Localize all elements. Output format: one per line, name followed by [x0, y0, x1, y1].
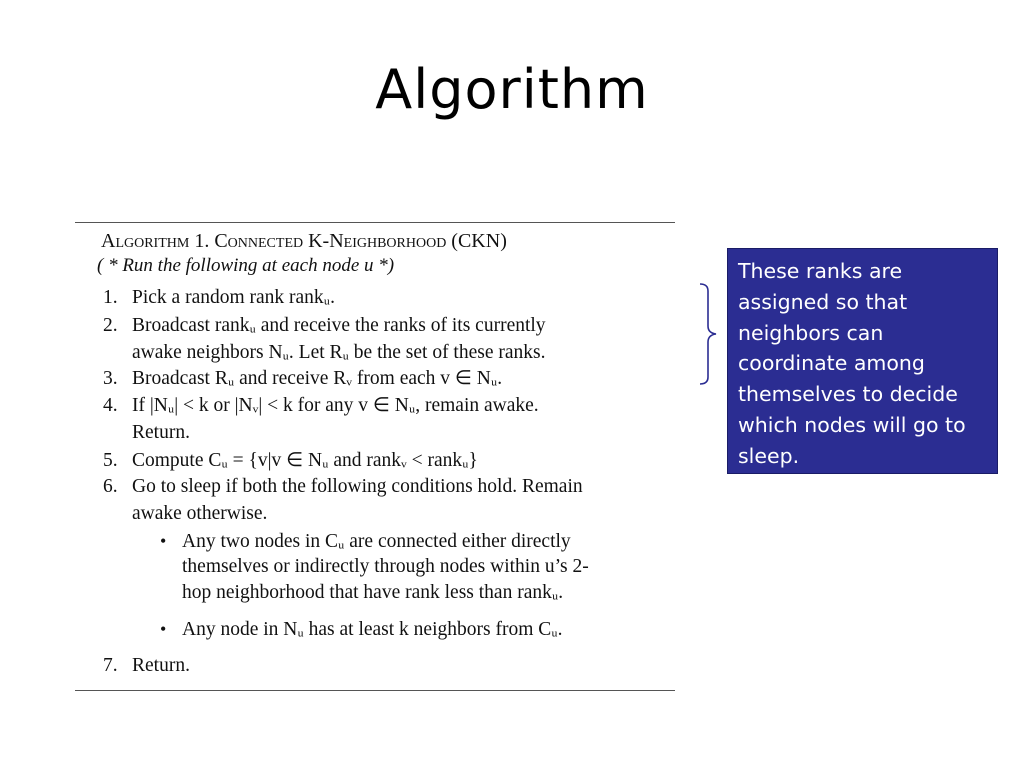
- step-6-line-2: awake otherwise.: [132, 503, 268, 524]
- slide-title: Algorithm: [375, 58, 649, 121]
- step-4-line-1: If |Nᵤ| < k or |Nᵥ| < k for any v ∈ Nᵤ, remain awake.: [132, 395, 539, 416]
- step-2-line-2: awake neighbors Nᵤ. Let Rᵤ be the set of these ranks.: [132, 342, 546, 363]
- step-number: 5.: [103, 450, 118, 471]
- step-2-line-1: Broadcast rankᵤ and receive the ranks of its currently: [132, 315, 546, 336]
- step-number: 1.: [103, 287, 118, 308]
- bullet-1-line-2: themselves or indirectly through nodes within u’s 2-: [182, 556, 589, 577]
- curly-brace-icon: [698, 283, 720, 385]
- bullet-1-line-1: Any two nodes in Cᵤ are connected either directly: [182, 531, 571, 552]
- step-7-line-1: Return.: [132, 655, 190, 676]
- bullet-2-line-1: Any node in Nᵤ has at least k neighbors from Cᵤ.: [182, 619, 563, 640]
- step-number: 3.: [103, 368, 118, 389]
- algorithm-box: [75, 222, 675, 691]
- bullet-dot: •: [160, 531, 167, 551]
- step-number: 4.: [103, 395, 118, 416]
- step-1-line-1: Pick a random rank rankᵤ.: [132, 287, 335, 308]
- algorithm-heading: Algorithm 1. Connected K-Neighborhood (CKN): [101, 230, 507, 252]
- step-number: 6.: [103, 476, 118, 497]
- step-number: 2.: [103, 315, 118, 336]
- step-number: 7.: [103, 655, 118, 676]
- step-6-line-1: Go to sleep if both the following conditions hold. Remain: [132, 476, 583, 497]
- step-4-line-2: Return.: [132, 422, 190, 443]
- step-5-line-1: Compute Cᵤ = {v|v ∈ Nᵤ and rankᵥ < rankᵤ}: [132, 450, 478, 471]
- step-3-line-1: Broadcast Rᵤ and receive Rᵥ from each v ∈ Nᵤ.: [132, 368, 503, 389]
- annotation-callout: These ranks are assigned so that neighbors can coordinate among themselves to decide which nodes will go to sleep.: [727, 248, 998, 474]
- algorithm-subtitle: ( * Run the following at each node u *): [97, 255, 395, 276]
- bullet-1-line-3: hop neighborhood that have rank less than rankᵤ.: [182, 582, 564, 603]
- bullet-dot: •: [160, 619, 167, 639]
